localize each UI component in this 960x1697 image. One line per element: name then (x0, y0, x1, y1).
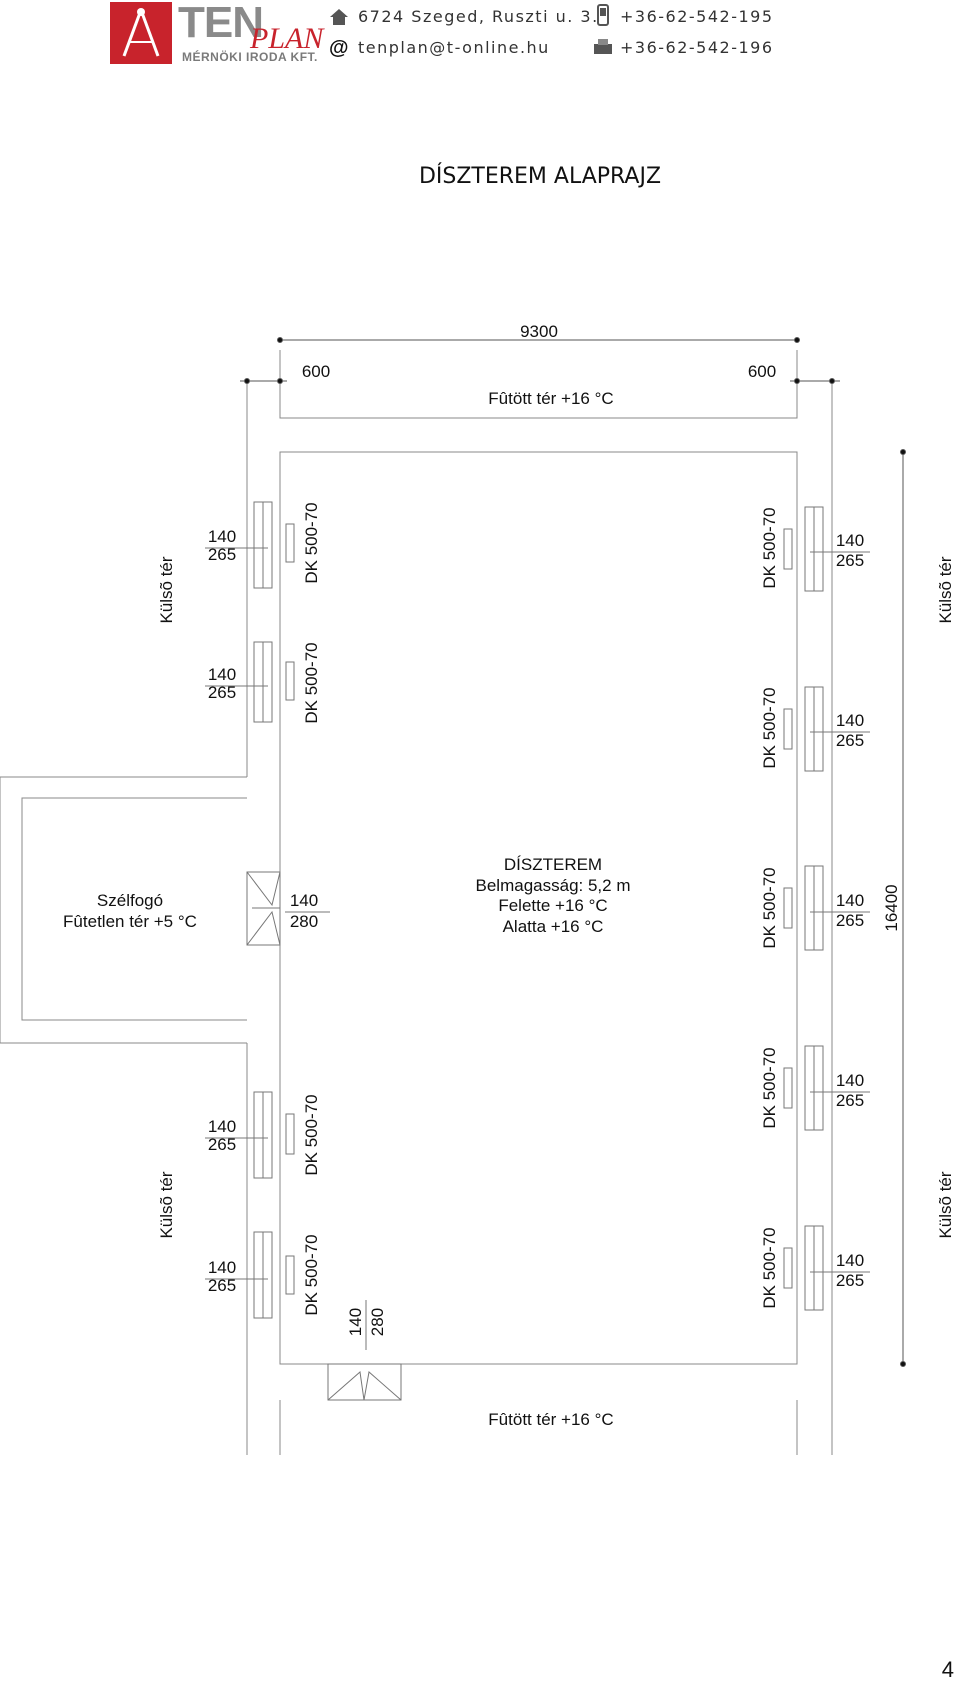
dim-total-height: 16400 (882, 884, 901, 932)
vestibule-name: Szélfogó (96, 891, 164, 910)
window-right-1 (784, 507, 823, 591)
window-right-5 (784, 1226, 823, 1310)
window-size-bottom: 265 (207, 1135, 237, 1154)
window-left-2 (254, 642, 294, 722)
radiator-label: DK 500-70 (760, 1227, 779, 1309)
radiator-label: DK 500-70 (760, 687, 779, 769)
outside-label-left-top: Külsõ tér (157, 556, 176, 624)
door-vestibule (247, 872, 280, 945)
phone-text: +36-62-542-195 (620, 7, 774, 26)
window-size-top: 140 (207, 1117, 237, 1136)
window-size-top: 140 (835, 891, 865, 910)
radiator-label: DK 500-70 (760, 507, 779, 589)
dim-marker (830, 379, 835, 384)
dim-total-width: 9300 (520, 322, 558, 341)
hall-name: DÍSZTEREM (503, 855, 603, 874)
hall-height: Belmagasság: 5,2 m (475, 876, 631, 895)
window-size-top: 140 (207, 527, 237, 546)
heated-space-top-label: Fûtött tér +16 °C (488, 389, 614, 408)
outside-label-right-bottom: Külsõ tér (936, 1171, 955, 1239)
address-text: 6724 Szeged, Ruszti u. 3. (358, 7, 599, 26)
window-size-top: 140 (835, 711, 865, 730)
door-size-bottom: 280 (368, 1307, 387, 1337)
window-right-3 (784, 866, 823, 950)
fax-text: +36-62-542-196 (620, 38, 774, 57)
hall-above: Felette +16 °C (498, 896, 608, 915)
email-text: tenplan@t-online.hu (358, 38, 550, 57)
outside-label-right-top: Külsõ tér (936, 556, 955, 624)
dim-marker (245, 379, 250, 384)
dim-marker (901, 450, 906, 455)
window-size-bottom: 265 (207, 545, 237, 564)
window-size-top: 140 (835, 1071, 865, 1090)
door-size-top: 140 (289, 891, 319, 910)
vestibule-outer (0, 777, 247, 1043)
window-size-top: 140 (207, 665, 237, 684)
door-size-top: 140 (346, 1307, 365, 1337)
outside-label-left-bottom: Külsõ tér (157, 1171, 176, 1239)
page-title: DÍSZTEREM ALAPRAJZ (418, 164, 662, 189)
window-size-bottom: 265 (835, 731, 865, 750)
window-size-top: 140 (835, 1251, 865, 1270)
window-right-4 (784, 1046, 823, 1130)
dim-marker (901, 1362, 906, 1367)
radiator-label: DK 500-70 (302, 642, 321, 724)
heated-space-bottom-label: Fûtött tér +16 °C (488, 1410, 614, 1429)
window-right-2 (784, 687, 823, 771)
radiator-label: DK 500-70 (302, 502, 321, 584)
dim-marker (278, 379, 283, 384)
door-bottom (328, 1364, 401, 1400)
window-size-bottom: 265 (835, 911, 865, 930)
window-size-bottom: 265 (835, 1091, 865, 1110)
radiator-label: DK 500-70 (760, 1047, 779, 1129)
company-subtitle: MÉRNÖKI IRODA KFT. (182, 50, 318, 64)
window-size-bottom: 265 (207, 683, 237, 702)
window-size-bottom: 265 (835, 1271, 865, 1290)
window-size-top: 140 (207, 1258, 237, 1277)
dim-left-offset: 600 (301, 362, 331, 381)
dim-right-offset: 600 (747, 362, 777, 381)
vestibule-temp: Fûtetlen tér +5 °C (63, 912, 197, 931)
window-size-top: 140 (835, 531, 865, 550)
window-left-3 (254, 1092, 294, 1178)
door-size-bottom: 280 (289, 912, 319, 931)
hall-below: Alatta +16 °C (502, 917, 604, 936)
logo-wordmark-ten: TEN (178, 0, 263, 47)
dim-marker (278, 338, 283, 343)
dim-marker (795, 338, 800, 343)
window-left-4 (254, 1232, 294, 1318)
radiator-label: DK 500-70 (302, 1234, 321, 1316)
dim-marker (795, 379, 800, 384)
window-size-bottom: 265 (835, 551, 865, 570)
page-number: 4 (941, 1657, 954, 1682)
radiator-label: DK 500-70 (760, 867, 779, 949)
svg-text:@: @ (329, 37, 349, 58)
radiator-label: DK 500-70 (302, 1094, 321, 1176)
window-left-1 (254, 502, 294, 588)
logo-wordmark-plan: PLAN (250, 22, 324, 55)
window-size-bottom: 265 (207, 1276, 237, 1295)
